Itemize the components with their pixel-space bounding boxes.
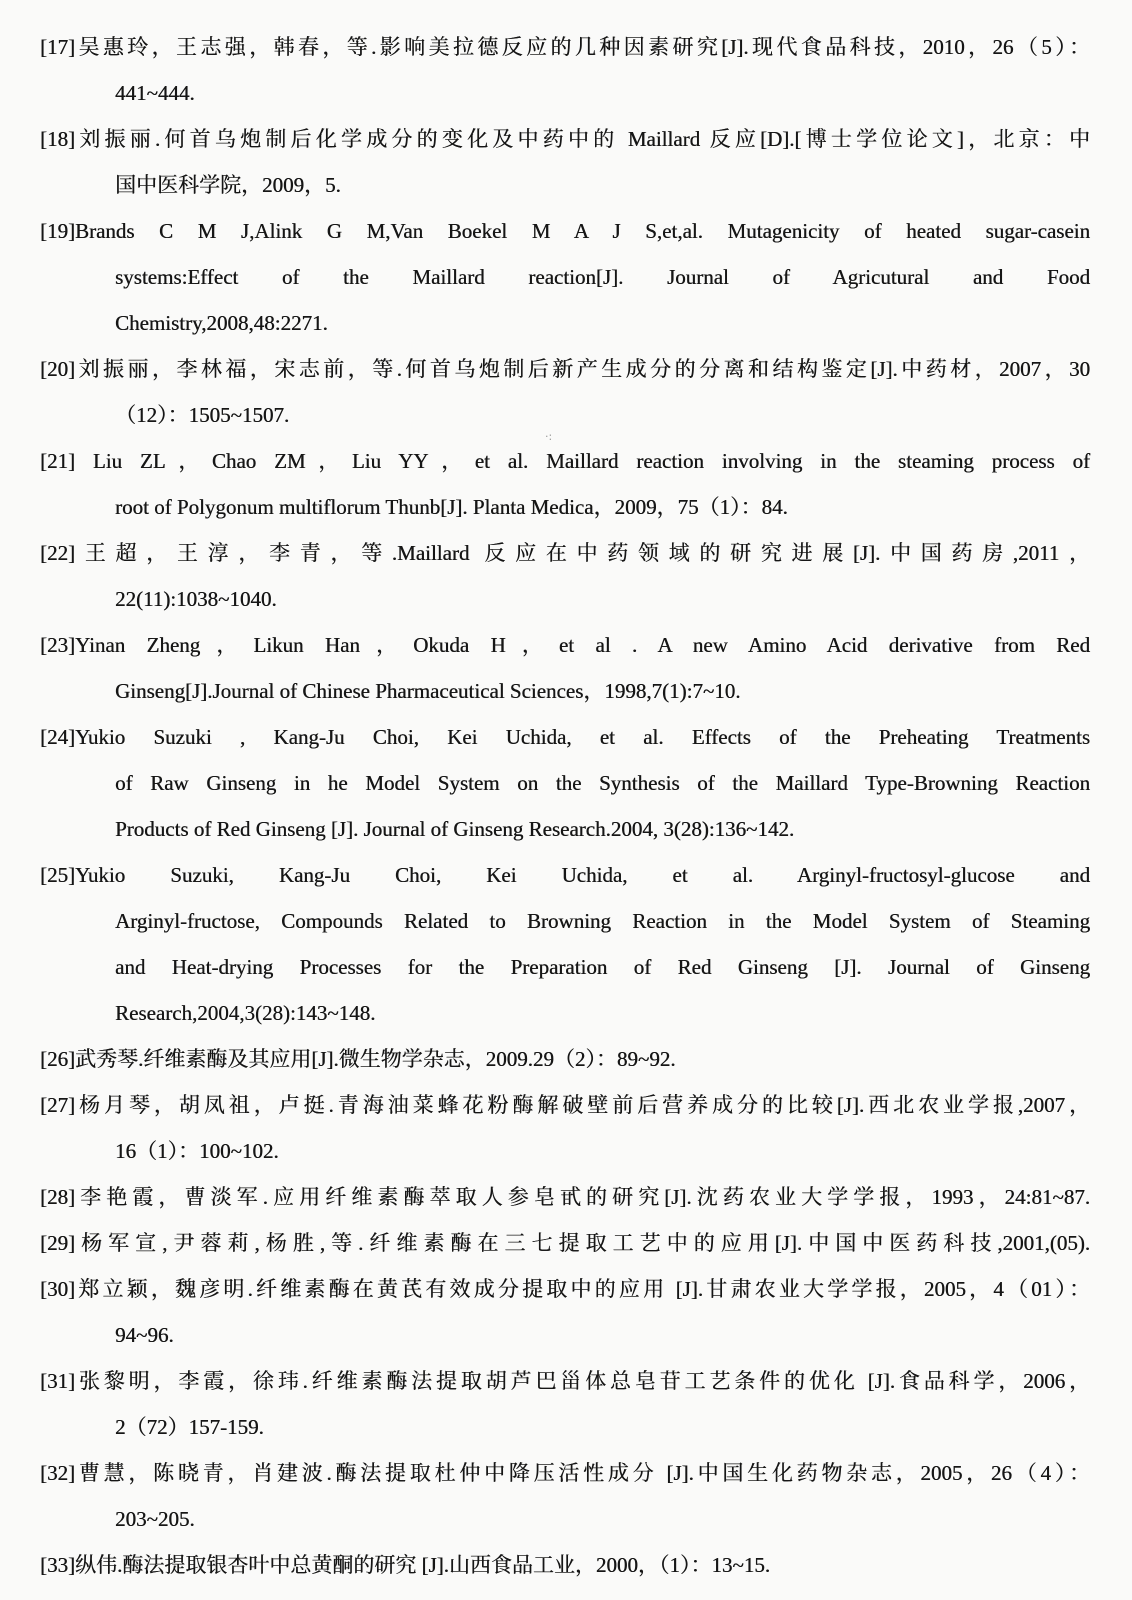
reference-line-first: [29]杨军宣,尹蓉莉,杨胜,等.纤维素酶在三七提取工艺中的应用[J].中国中医药科技,2001,(05). [40,1231,1090,1255]
reference-item [40,208,1090,346]
reference-line-first: [18]刘振丽.何首乌炮制后化学成分的变化及中药中的 Maillard 反应[D].[博士学位论文]，北京：中 [40,127,1090,151]
reference-line-first: [21] Liu ZL，Chao ZM，Liu YY，et al. Maillard reaction involving in the steaming process of [40,449,1090,473]
reference-line-continuation: and Heat-drying Processes for the Preparation of Red Ginseng [J]. Journal of Ginseng [115,955,1090,979]
reference-line-continuation: 203~205. [115,1507,195,1531]
reference-line-first: [19]Brands C M J,Alink G M,Van Boekel M A J S,et,al. Mutagenicity of heated sugar-casein [40,219,1090,243]
reference-item [40,1542,1090,1588]
reference-line-continuation: 国中医科学院，2009，5. [115,173,341,197]
reference-line-first: [26]武秀琴.纤维素酶及其应用[J].微生物学杂志，2009.29（2）：89~92. [40,1047,676,1071]
reference-line-first: [27]杨月琴，胡凤祖，卢挺.青海油菜蜂花粉酶解破壁前后营养成分的比较[J].西北农业学报,2007， [40,1093,1090,1117]
reference-item [40,1174,1090,1220]
reference-list [40,24,1090,1588]
reference-line-continuation: Products of Red Ginseng [J]. Journal of Ginseng Research.2004, 3(28):136~142. [115,817,795,841]
reference-item [40,1220,1090,1266]
reference-item [40,622,1090,714]
reference-line-first: [23]Yinan Zheng，Likun Han，Okuda H，et al . A new Amino Acid derivative from Red [40,633,1090,657]
scan-artifact: ·: [545,430,553,443]
reference-line-continuation: systems:Effect of the Maillard reaction[J]. Journal of Agricutural and Food [115,265,1090,289]
reference-line-continuation: 94~96. [115,1323,174,1347]
reference-item [40,346,1090,438]
reference-line-first: [30]郑立颖，魏彦明.纤维素酶在黄芪有效成分提取中的应用 [J].甘肃农业大学学报，2005，4（01）： [40,1277,1090,1301]
reference-line-continuation: 441~444. [115,81,195,105]
reference-line-continuation: Chemistry,2008,48:2271. [115,311,328,335]
reference-item [40,24,1090,116]
reference-line-first: [31]张黎明，李霞，徐玮.纤维素酶法提取胡芦巴甾体总皂苷工艺条件的优化 [J].食品科学，2006， [40,1369,1090,1393]
reference-line-first: [17]吴惠玲，王志强，韩春，等.影响美拉德反应的几种因素研究[J].现代食品科技，2010，26（5）： [40,35,1090,59]
reference-line-first: [32]曹慧，陈晓青，肖建波.酶法提取杜仲中降压活性成分 [J].中国生化药物杂志，2005，26（4）： [40,1461,1090,1485]
reference-line-continuation: Research,2004,3(28):143~148. [115,1001,376,1025]
reference-item [40,1082,1090,1174]
reference-line-continuation: of Raw Ginseng in he Model System on the Synthesis of the Maillard Type-Browning Reaction [115,771,1090,795]
reference-line-continuation: Arginyl-fructose, Compounds Related to Browning Reaction in the Model System of Steaming [115,909,1090,933]
reference-line-first: [28]李艳霞，曹淡军.应用纤维素酶萃取人参皂甙的研究[J].沈药农业大学学报，1993，24:81~87. [40,1185,1090,1209]
reference-line-first: [25]Yukio Suzuki, Kang-Ju Choi, Kei Uchida, et al. Arginyl-fructosyl-glucose and [40,863,1090,887]
reference-line-first: [33]纵伟.酶法提取银杏叶中总黄酮的研究 [J].山西食品工业，2000，（1）：13~15. [40,1553,771,1577]
reference-item [40,1450,1090,1542]
reference-item [40,1266,1090,1358]
reference-line-first: [24]Yukio Suzuki , Kang-Ju Choi, Kei Uchida, et al. Effects of the Preheating Treatments [40,725,1090,749]
reference-line-continuation: 16（1）：100~102. [115,1139,279,1163]
reference-line-continuation: （12）：1505~1507. [115,403,290,427]
reference-item [40,852,1090,1036]
reference-line-continuation: 2（72）157-159. [115,1415,264,1439]
reference-line-first: [22]王超，王淳，李青，等.Maillard 反应在中药领域的研究进展[J].中国药房,2011， [40,541,1090,565]
reference-item [40,116,1090,208]
reference-item [40,1036,1090,1082]
reference-item [40,530,1090,622]
reference-line-continuation: root of Polygonum multiflorum Thunb[J]. Planta Medica，2009，75（1）：84. [115,495,788,519]
reference-item [40,438,1090,530]
reference-item [40,1358,1090,1450]
reference-line-continuation: 22(11):1038~1040. [115,587,277,611]
reference-line-first: [20]刘振丽，李林福，宋志前，等.何首乌炮制后新产生成分的分离和结构鉴定[J].中药材，2007，30 [40,357,1090,381]
reference-line-continuation: Ginseng[J].Journal of Chinese Pharmaceutical Sciences，1998,7(1):7~10. [115,679,741,703]
reference-item [40,714,1090,852]
